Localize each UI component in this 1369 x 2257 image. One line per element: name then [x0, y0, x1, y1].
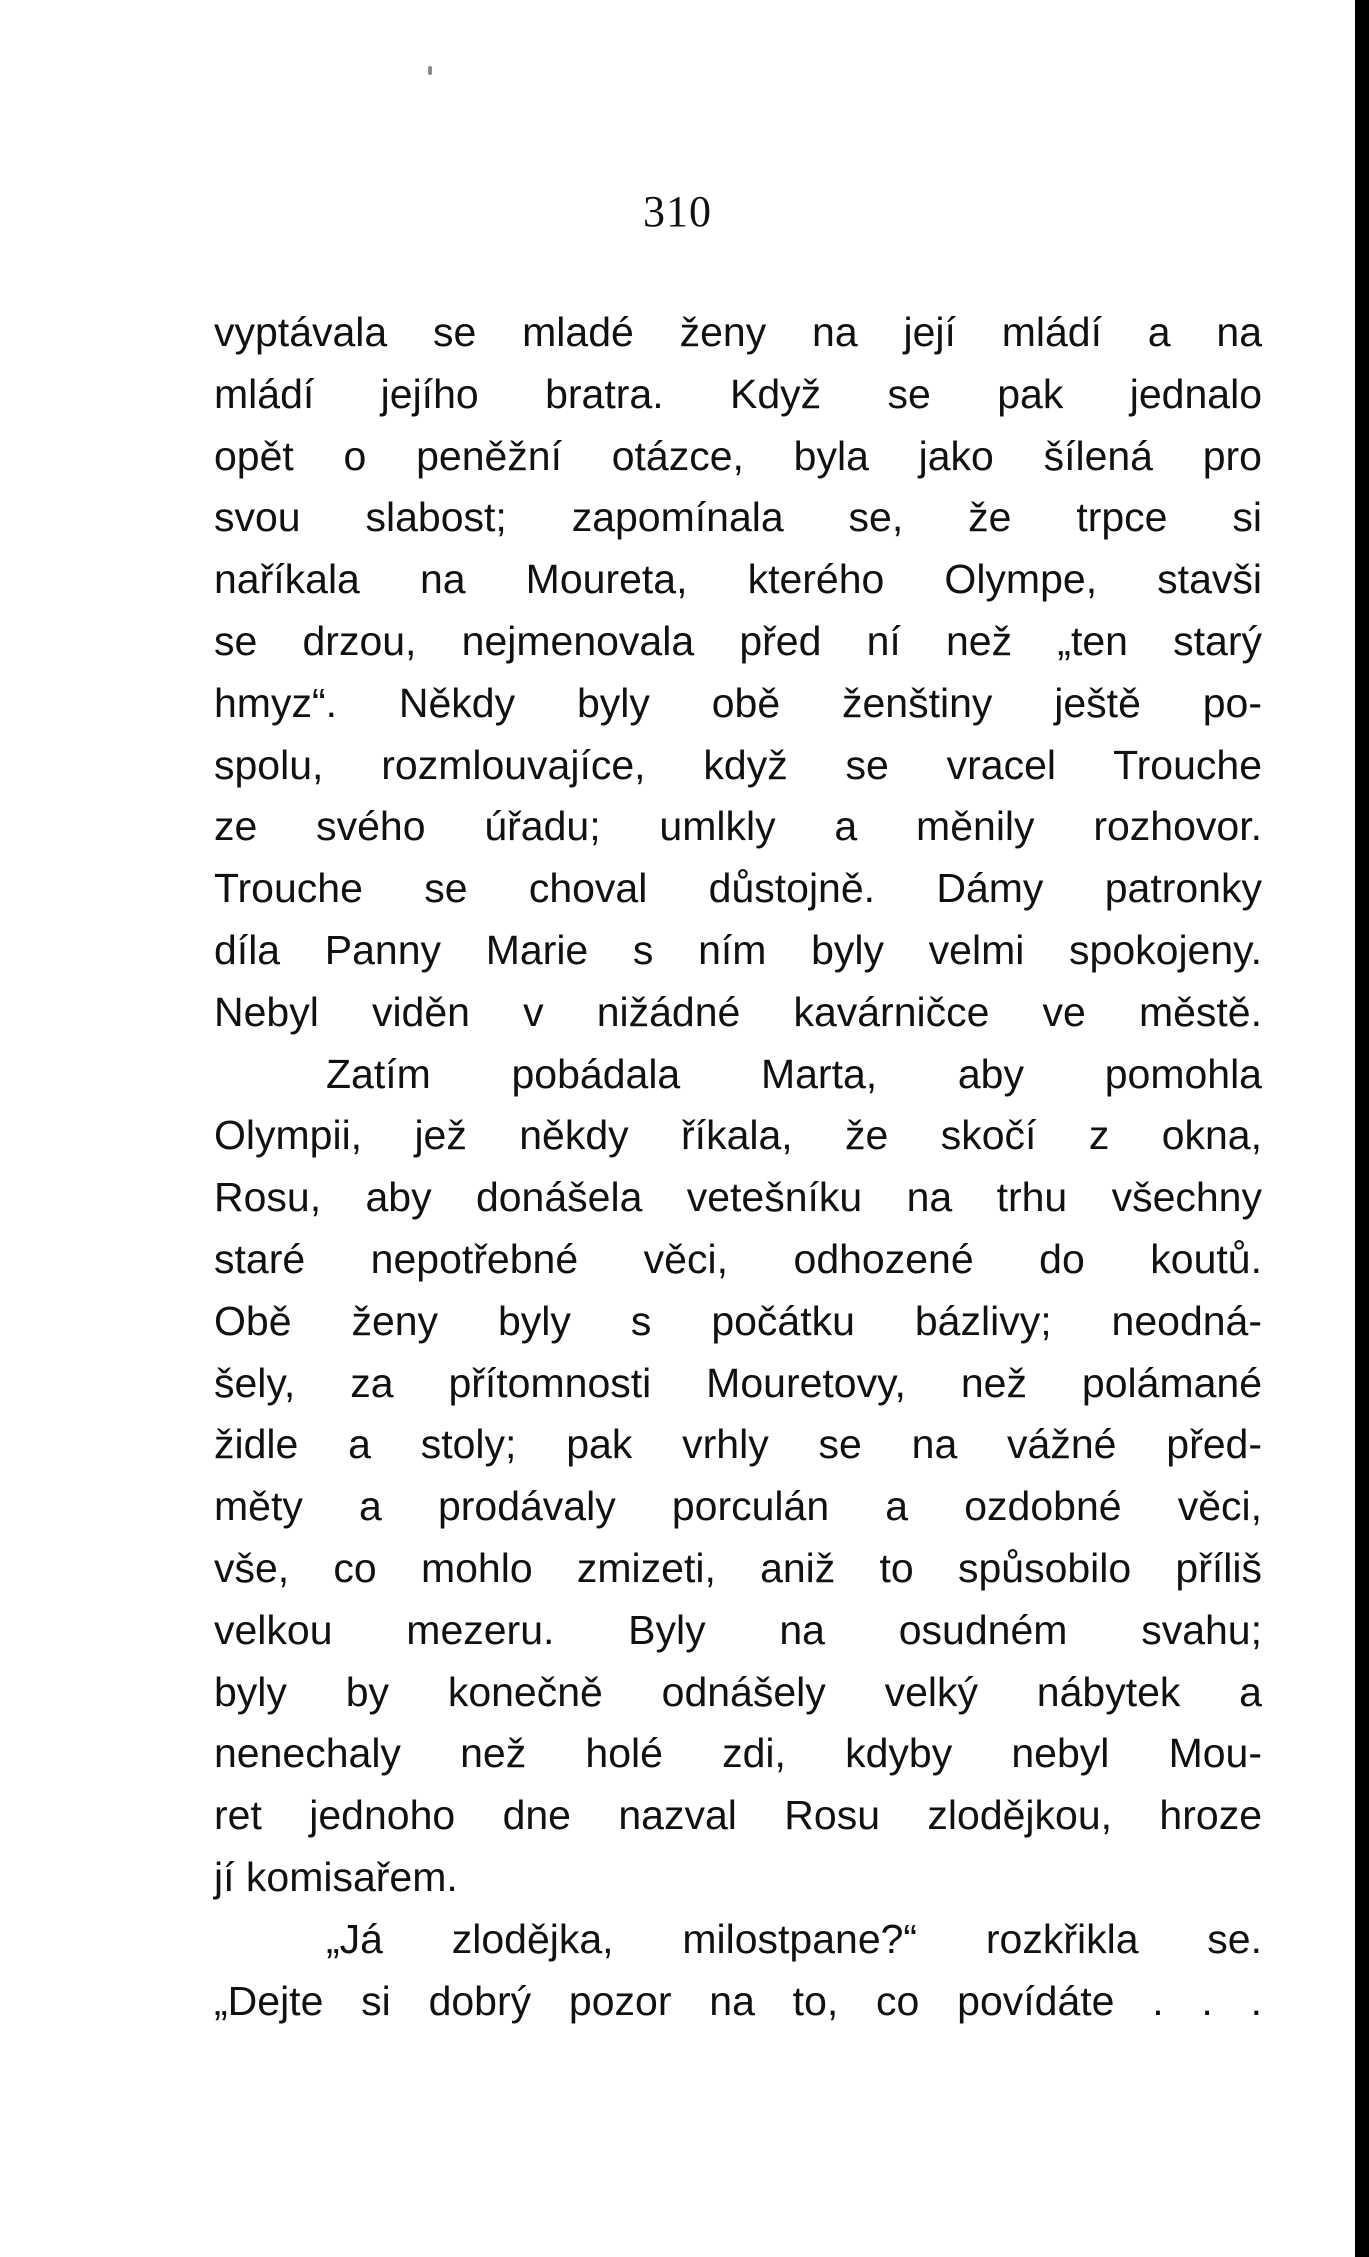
- text-line: spolu, rozmlouvajíce, když se vracel Trouche: [214, 741, 1262, 788]
- text-line: ze svého úřadu; umlkly a měnily rozhovor.: [214, 803, 1262, 850]
- body-text: [214, 302, 1262, 2032]
- text-line: šely, za přítomnosti Mouretovy, než polámané: [214, 1359, 1262, 1406]
- text-line: „Dejte si dobrý pozor na to, co povídáte . . .: [214, 1977, 1262, 2024]
- text-line: mládí jejího bratra. Když se pak jednalo: [214, 370, 1262, 417]
- text-line: staré nepotřebné věci, odhozené do koutů.: [214, 1235, 1262, 1282]
- paper-speck: [428, 66, 432, 75]
- text-line: nenechaly než holé zdi, kdyby nebyl Mou-: [214, 1730, 1262, 1777]
- text-line: se drzou, nejmenovala před ní než „ten starý: [214, 617, 1262, 664]
- text-line: vyptávala se mladé ženy na její mládí a na: [214, 309, 1262, 355]
- text-line: velkou mezeru. Byly na osudném svahu;: [214, 1606, 1262, 1653]
- text-line: svou slabost; zapomínala se, že trpce si: [214, 494, 1262, 541]
- text-line: židle a stoly; pak vrhly se na vážné před-: [214, 1421, 1262, 1468]
- text-line: naříkala na Moureta, kterého Olympe, stavši: [214, 556, 1262, 603]
- text-line: díla Panny Marie s ním byly velmi spokojeny.: [214, 926, 1262, 973]
- text-line: Rosu, aby donášela vetešníku na trhu všechny: [214, 1174, 1262, 1221]
- text-line: Nebyl viděn v nižádné kavárničce ve městě.: [214, 988, 1262, 1035]
- text-line: byly by konečně odnášely velký nábytek a: [214, 1668, 1262, 1715]
- page-number: 310: [643, 187, 712, 236]
- text-line: ret jednoho dne nazval Rosu zlodějkou, hroze: [214, 1792, 1262, 1839]
- text-line: opět o peněžní otázce, byla jako šílená pro: [214, 432, 1262, 479]
- text-line: měty a prodávaly porculán a ozdobné věci,: [214, 1483, 1262, 1530]
- text-line: hmyz“. Někdy byly obě ženštiny ještě po-: [214, 679, 1262, 726]
- text-line: Trouche se choval důstojně. Dámy patronky: [214, 865, 1262, 912]
- paragraph-end-line: jí komisařem.: [214, 1853, 458, 1900]
- text-line: vše, co mohlo zmizeti, aniž to spůsobilo příliš: [214, 1544, 1262, 1591]
- text-line: Olympii, jež někdy říkala, že skočí z okna,: [214, 1112, 1262, 1159]
- text-line: Obě ženy byly s počátku bázlivy; neodná-: [214, 1297, 1262, 1344]
- paragraph-start-line: „Já zlodějka, milostpane?“ rozkřikla se.: [326, 1915, 1262, 1962]
- paragraph-start-line: Zatím pobádala Marta, aby pomohla: [326, 1050, 1262, 1097]
